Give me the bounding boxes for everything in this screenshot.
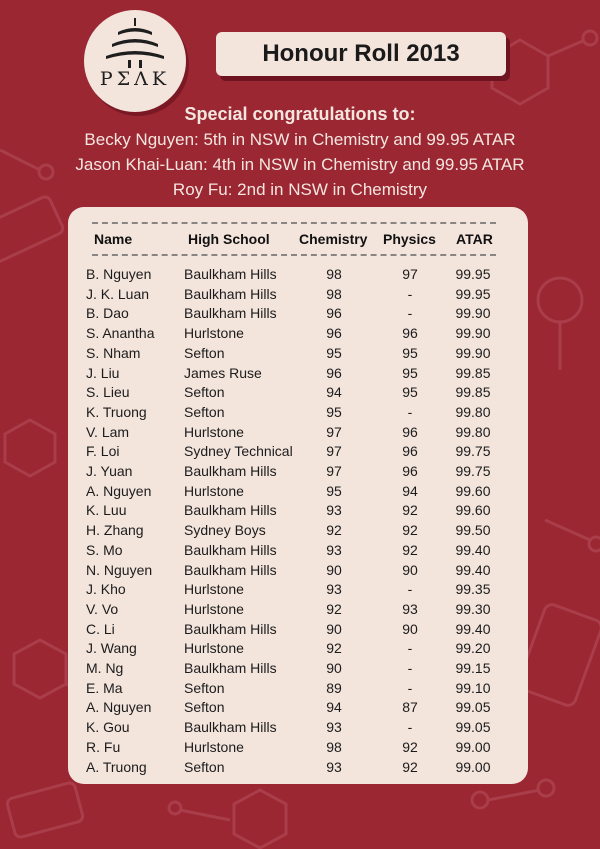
cell-chemistry: 93: [326, 581, 342, 598]
cell-high-school: Hurlstone: [184, 482, 244, 499]
cell-atar: 99.50: [455, 522, 491, 539]
cell-atar: 99.80: [455, 423, 491, 440]
cell-name: M. Ng: [86, 660, 124, 676]
cell-physics: 96: [402, 463, 418, 479]
logo-text: PΣΛK: [99, 68, 171, 90]
column-header-physics: Physics: [383, 231, 436, 247]
cell-physics: -: [407, 305, 413, 322]
cell-atar: 99.40: [455, 541, 491, 558]
congratulations-line: Roy Fu: 2nd in NSW in Chemistry: [172, 180, 428, 199]
cell-chemistry: 97: [326, 423, 342, 440]
cell-name: J. Kho: [86, 581, 126, 598]
cell-chemistry: 89: [326, 679, 342, 696]
cell-chemistry: 92: [326, 522, 342, 539]
divider: [92, 254, 496, 256]
cell-high-school: Baulkham Hills: [184, 561, 277, 578]
cell-high-school: Baulkham Hills: [184, 719, 277, 736]
table-row: [68, 404, 528, 424]
cell-name: J. Wang: [86, 640, 137, 657]
cell-name: A. Truong: [86, 758, 147, 775]
cell-chemistry: 95: [326, 482, 342, 499]
table-row: [68, 305, 528, 325]
table-row: [68, 443, 528, 463]
cell-high-school: Baulkham Hills: [184, 502, 277, 519]
table-row: [68, 660, 528, 680]
cell-high-school: Sefton: [184, 384, 225, 401]
cell-name: H. Zhang: [86, 522, 144, 539]
cell-name: J. Liu: [86, 364, 120, 381]
cell-chemistry: 94: [326, 384, 342, 401]
cell-high-school: Baulkham Hills: [184, 463, 277, 479]
cell-chemistry: 92: [326, 640, 342, 657]
column-header-chemistry: Chemistry: [299, 231, 368, 247]
cell-atar: 99.35: [455, 581, 491, 598]
pagoda-icon: [104, 16, 166, 68]
cell-chemistry: 98: [326, 738, 342, 755]
cell-high-school: Hurlstone: [184, 423, 244, 440]
cell-chemistry: 96: [326, 364, 342, 381]
table-row: [68, 621, 528, 641]
cell-name: K. Gou: [86, 719, 130, 736]
cell-physics: 95: [402, 384, 418, 401]
cell-physics: 97: [402, 266, 418, 282]
cell-physics: -: [407, 285, 413, 302]
cell-chemistry: 95: [326, 344, 342, 361]
cell-name: N. Nguyen: [86, 561, 153, 578]
table-row: [68, 680, 528, 700]
cell-chemistry: 90: [326, 620, 342, 637]
table-row: [68, 581, 528, 601]
cell-high-school: Sefton: [184, 344, 225, 361]
cell-high-school: Sydney Technical: [184, 443, 293, 460]
cell-name: R. Fu: [86, 738, 121, 755]
cell-name: B. Nguyen: [86, 266, 152, 282]
cell-chemistry: 93: [326, 541, 342, 558]
table-row: [68, 345, 528, 365]
cell-atar: 99.20: [455, 640, 491, 657]
cell-name: F. Loi: [86, 443, 120, 460]
cell-chemistry: 98: [326, 266, 342, 282]
cell-high-school: Sefton: [184, 403, 225, 420]
cell-chemistry: 98: [326, 285, 342, 302]
table-row: [68, 365, 528, 385]
cell-name: A. Nguyen: [86, 699, 152, 716]
cell-chemistry: 90: [326, 561, 342, 578]
cell-physics: -: [407, 403, 413, 420]
cell-name: J. K. Luan: [86, 285, 150, 302]
cell-high-school: Hurlstone: [184, 581, 244, 598]
cell-high-school: Sefton: [184, 758, 225, 775]
cell-high-school: Sydney Boys: [184, 522, 266, 539]
cell-atar: 99.75: [455, 463, 491, 479]
congratulations-line: Jason Khai-Luan: 4th in NSW in Chemistry and 99.95 ATAR: [75, 155, 525, 174]
honour-roll-table: [68, 207, 528, 784]
cell-atar: 99.05: [455, 699, 491, 716]
cell-physics: 90: [402, 561, 418, 578]
cell-high-school: Baulkham Hills: [184, 266, 277, 282]
cell-high-school: Hurlstone: [184, 738, 244, 755]
column-header-atar: ATAR: [456, 231, 493, 247]
table-row: [68, 286, 528, 306]
cell-physics: 96: [402, 423, 418, 440]
cell-physics: -: [407, 581, 413, 598]
cell-chemistry: 93: [326, 758, 342, 775]
cell-physics: 92: [402, 541, 418, 558]
cell-high-school: Baulkham Hills: [184, 541, 277, 558]
cell-name: S. Anantha: [86, 325, 155, 342]
cell-atar: 99.80: [455, 403, 491, 420]
congratulations-heading: Special congratulations to:: [184, 104, 416, 124]
cell-chemistry: 90: [326, 660, 342, 676]
table-row: [68, 601, 528, 621]
table-row: [68, 699, 528, 719]
cell-name: B. Dao: [86, 305, 129, 322]
cell-physics: 93: [402, 600, 418, 617]
table-row: [68, 562, 528, 582]
cell-chemistry: 96: [326, 305, 342, 322]
table-row: [68, 502, 528, 522]
cell-high-school: Baulkham Hills: [184, 660, 277, 676]
cell-atar: 99.95: [455, 266, 491, 282]
table-row: [68, 266, 528, 286]
table-row: [68, 424, 528, 444]
cell-high-school: Baulkham Hills: [184, 305, 277, 322]
cell-name: K. Luu: [86, 502, 127, 519]
cell-atar: 99.15: [455, 660, 491, 676]
cell-physics: 92: [402, 522, 418, 539]
cell-atar: 99.30: [455, 600, 491, 617]
cell-atar: 99.85: [455, 384, 491, 401]
table-row: [68, 719, 528, 739]
cell-physics: 87: [402, 699, 418, 716]
cell-physics: 92: [402, 738, 418, 755]
cell-high-school: Sefton: [184, 679, 225, 696]
cell-physics: 90: [402, 620, 418, 637]
cell-high-school: Sefton: [184, 699, 225, 716]
cell-high-school: Baulkham Hills: [184, 620, 277, 637]
cell-atar: 99.10: [455, 679, 491, 696]
cell-chemistry: 93: [326, 719, 342, 736]
cell-physics: 96: [402, 325, 418, 342]
cell-name: S. Nham: [86, 344, 141, 361]
peak-logo: [84, 10, 186, 112]
cell-chemistry: 96: [326, 325, 342, 342]
table-row: [68, 522, 528, 542]
cell-physics: -: [407, 679, 413, 696]
column-header-high-school: High School: [188, 231, 270, 247]
cell-physics: 95: [402, 344, 418, 361]
table-row: [68, 759, 528, 779]
cell-atar: 99.95: [455, 285, 491, 302]
cell-atar: 99.90: [455, 305, 491, 322]
divider: [92, 222, 496, 224]
cell-physics: -: [407, 719, 413, 736]
cell-atar: 99.00: [455, 738, 491, 755]
cell-name: S. Lieu: [86, 384, 130, 401]
cell-name: C. Li: [86, 620, 115, 637]
table-row: [68, 739, 528, 759]
cell-atar: 99.60: [455, 482, 491, 499]
cell-high-school: Hurlstone: [184, 640, 244, 657]
cell-name: V. Vo: [86, 600, 119, 617]
column-header-name: Name: [94, 231, 133, 247]
cell-high-school: James Ruse: [184, 364, 262, 381]
cell-physics: 95: [402, 364, 418, 381]
cell-chemistry: 97: [326, 443, 342, 460]
cell-name: A. Nguyen: [86, 482, 152, 499]
cell-physics: -: [407, 660, 413, 676]
cell-atar: 99.75: [455, 443, 491, 460]
cell-atar: 99.05: [455, 719, 491, 736]
cell-physics: 92: [402, 502, 418, 519]
cell-atar: 99.85: [455, 364, 491, 381]
cell-high-school: Hurlstone: [184, 325, 244, 342]
page-title: Honour Roll 2013: [216, 32, 506, 76]
cell-physics: -: [407, 640, 413, 657]
cell-name: S. Mo: [86, 541, 123, 558]
cell-high-school: Hurlstone: [184, 600, 244, 617]
cell-chemistry: 92: [326, 600, 342, 617]
cell-physics: 94: [402, 482, 418, 499]
cell-name: E. Ma: [86, 679, 123, 696]
cell-atar: 99.40: [455, 561, 491, 578]
cell-atar: 99.60: [455, 502, 491, 519]
table-row: [68, 483, 528, 503]
cell-chemistry: 97: [326, 463, 342, 479]
congratulations-line: Becky Nguyen: 5th in NSW in Chemistry and 99.95 ATAR: [84, 130, 516, 149]
cell-chemistry: 95: [326, 403, 342, 420]
cell-name: V. Lam: [86, 423, 130, 440]
cell-name: K. Truong: [86, 403, 147, 420]
cell-physics: 92: [402, 758, 418, 775]
cell-atar: 99.90: [455, 325, 491, 342]
cell-chemistry: 94: [326, 699, 342, 716]
cell-high-school: Baulkham Hills: [184, 285, 277, 302]
table-row: [68, 542, 528, 562]
table-row: [68, 384, 528, 404]
cell-chemistry: 93: [326, 502, 342, 519]
cell-atar: 99.00: [455, 758, 491, 775]
table-row: [68, 463, 528, 483]
cell-name: J. Yuan: [86, 463, 133, 479]
cell-atar: 99.90: [455, 344, 491, 361]
table-row: [68, 325, 528, 345]
cell-physics: 96: [402, 443, 418, 460]
table-row: [68, 640, 528, 660]
cell-atar: 99.40: [455, 620, 491, 637]
